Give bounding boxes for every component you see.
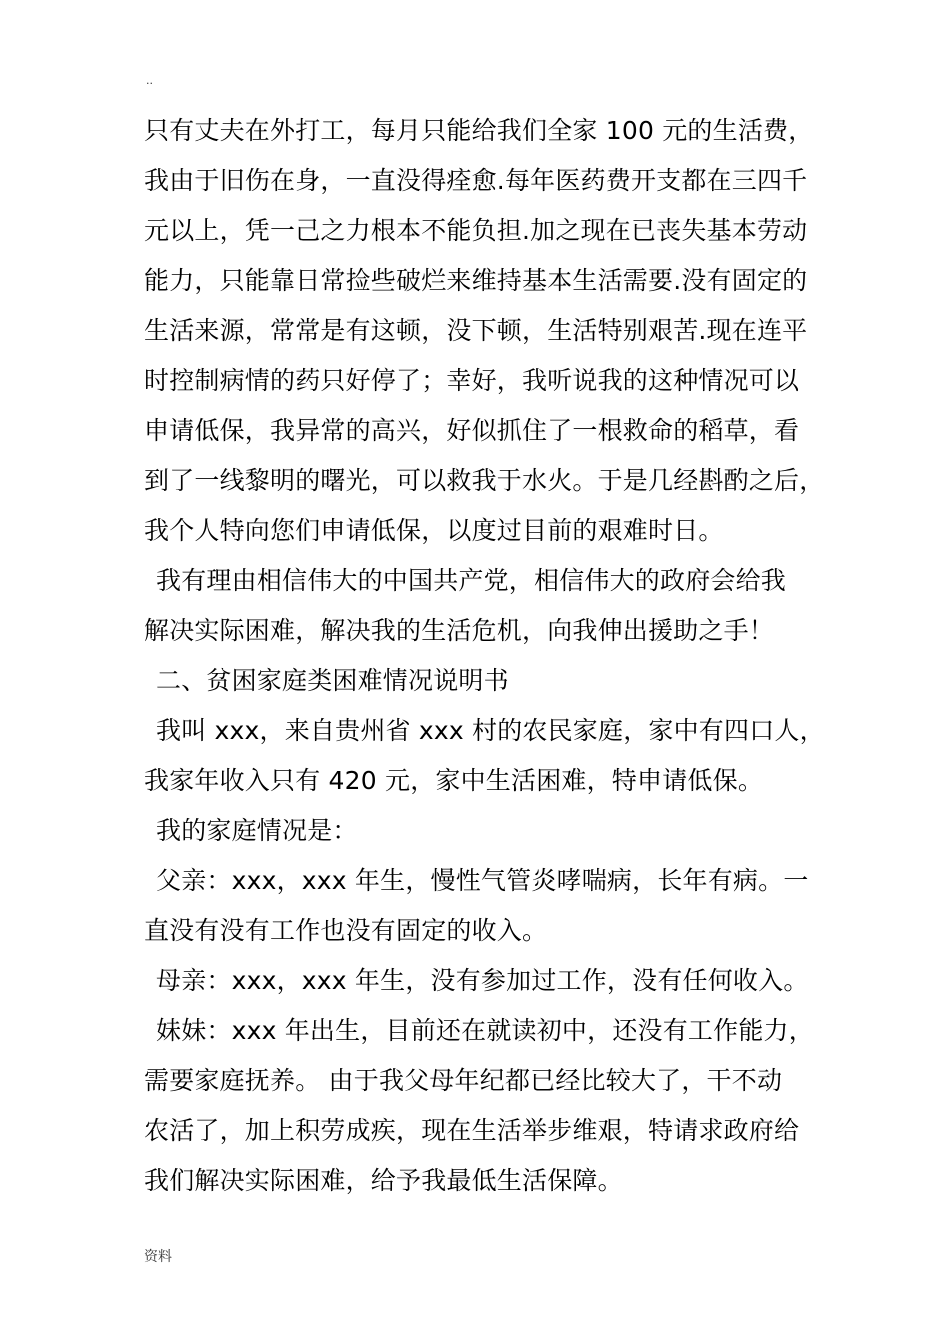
text-line: 申请低保，我异常的高兴，好似抓住了一根救命的稻草，看 (144, 416, 800, 445)
paragraph-start-line: 母亲：xxx，xxx 年生，没有参加过工作，没有任何收入。 (156, 966, 809, 995)
text-line: 时控制病情的药只好停了；幸好，我听说我的这种情况可以 (144, 366, 800, 395)
text-line: 解决实际困难，解决我的生活危机，向我伸出援助之手！ (144, 616, 775, 645)
text-line: 直没有没有工作也没有固定的收入。 (144, 916, 548, 945)
paragraph-start-line: 妹妹：xxx 年出生，目前还在就读初中，还没有工作能力， (156, 1016, 814, 1045)
paragraph-start-line: 父亲：xxx，xxx 年生，慢性气管炎哮喘病，长年有病。一 (156, 866, 809, 895)
text-line: 我家年收入只有 420 元，家中生活困难，特申请低保。 (144, 766, 764, 795)
footer-mark: 资料 (144, 1249, 172, 1265)
header-mark: .. (146, 74, 153, 87)
text-line: 只有丈夫在外打工，每月只能给我们全家 100 元的生活费， (144, 116, 814, 145)
text-line: 我们解决实际困难，给予我最低生活保障。 (144, 1166, 623, 1195)
paragraph-start-line: 我的家庭情况是： (156, 816, 358, 845)
text-line: 元以上，凭一己之力根本不能负担.加之现在已丧失基本劳动 (144, 216, 808, 245)
text-line: 农活了，加上积劳成疾，现在生活举步维艰，特请求政府给 (144, 1116, 800, 1145)
text-line: 需要家庭抚养。 由于我父母年纪都已经比较大了，干不动 (144, 1066, 783, 1095)
section-heading: 二、贫困家庭类困难情况说明书 (156, 666, 509, 695)
text-line: 能力，只能靠日常捡些破烂来维持基本生活需要.没有固定的 (144, 266, 808, 295)
text-line: 到了一线黎明的曙光，可以救我于水火。于是几经斟酌之后， (144, 466, 825, 495)
paragraph-start-line: 我叫 xxx，来自贵州省 xxx 村的农民家庭，家中有四口人， (156, 716, 825, 745)
paragraph-start-line: 我有理由相信伟大的中国共产党，相信伟大的政府会给我 (156, 566, 787, 595)
text-line: 我个人特向您们申请低保，以度过目前的艰难时日。 (144, 516, 724, 545)
document-body (144, 106, 824, 1206)
text-line: 我由于旧伤在身，一直没得痊愈.每年医药费开支都在三四千 (144, 166, 808, 195)
text-line: 生活来源，常常是有这顿，没下顿，生活特别艰苦.现在连平 (144, 316, 808, 345)
